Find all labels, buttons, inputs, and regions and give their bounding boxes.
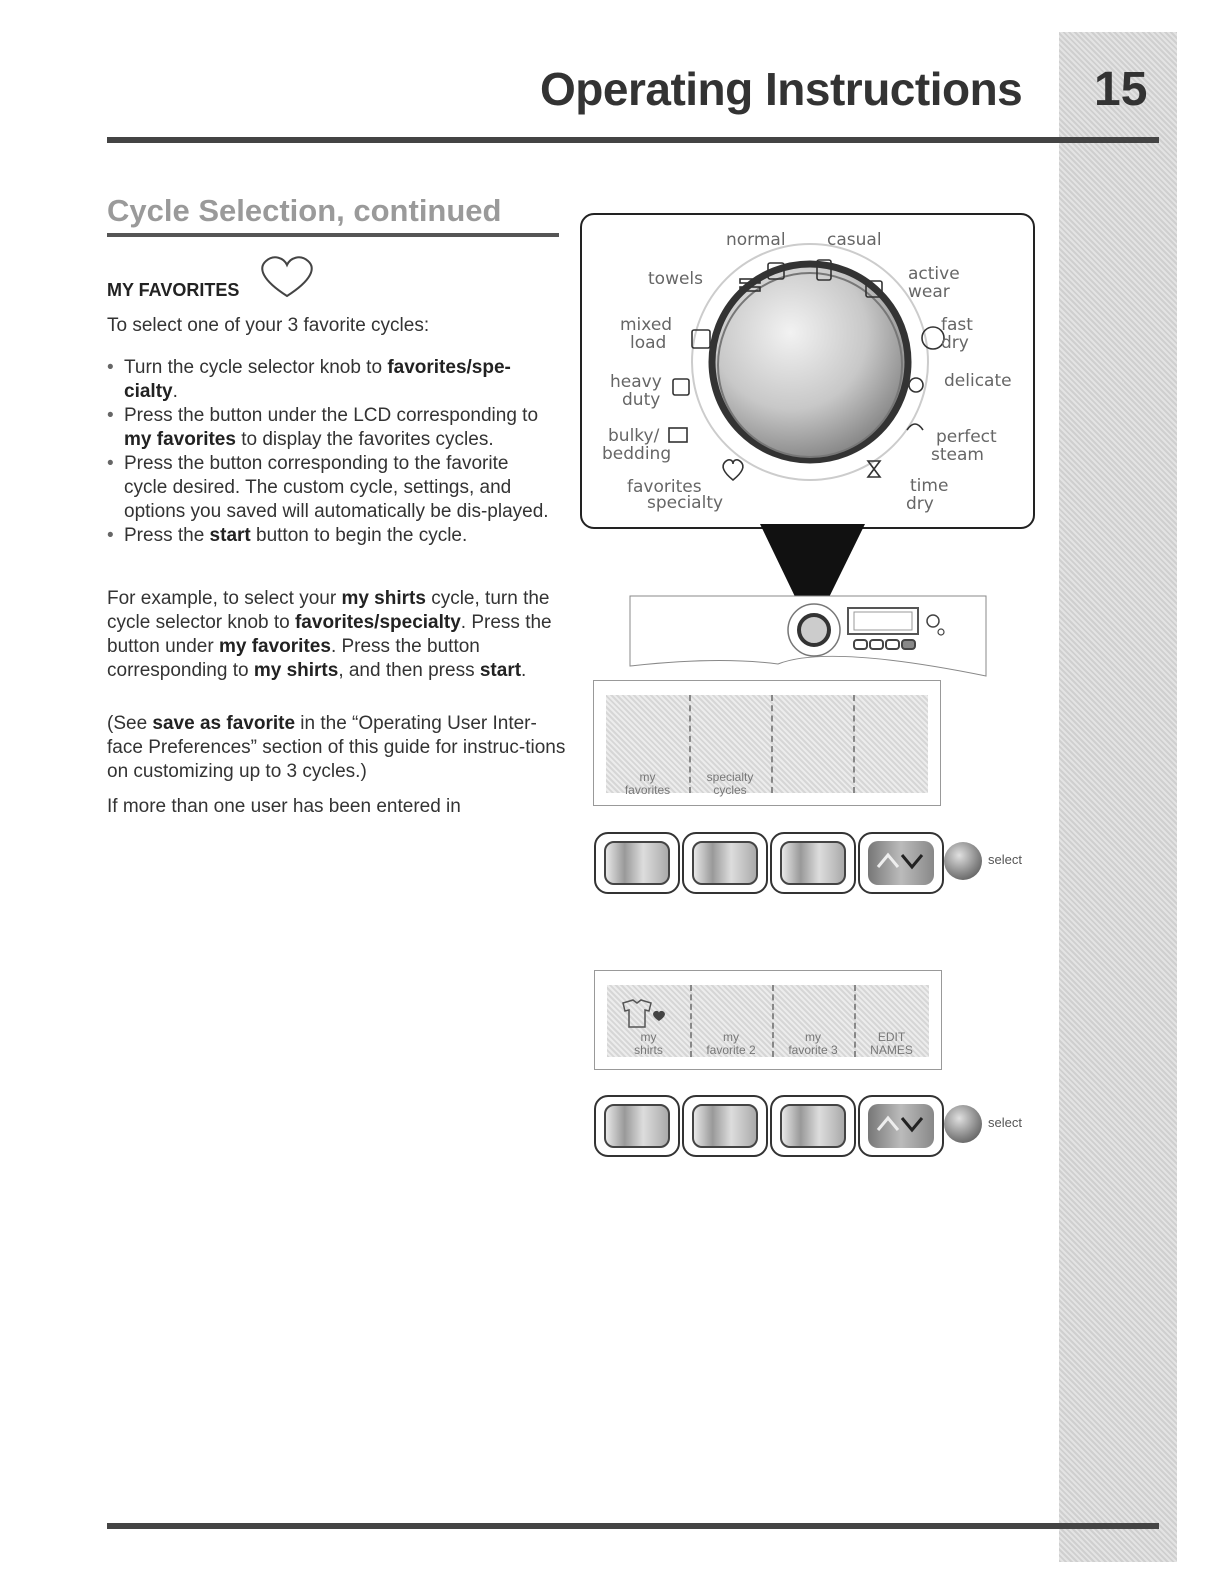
- lcd-button-row-1: [594, 832, 1034, 892]
- svg-text:towels: towels: [648, 269, 704, 289]
- lcd-button-2[interactable]: [682, 832, 768, 894]
- arrow-button[interactable]: [858, 1095, 944, 1157]
- svg-text:steam: steam: [931, 445, 984, 465]
- list-item: • Press the start button to begin the cycle.: [107, 524, 557, 548]
- bottom-rule: [107, 1523, 1159, 1529]
- arrow-button[interactable]: [858, 832, 944, 894]
- lcd-label-my-favorites: my favorites: [624, 770, 671, 797]
- select-knob[interactable]: [944, 1105, 982, 1143]
- lcd-label-my-favorite-3: my favorite 3: [788, 1030, 838, 1057]
- lcd-button-1[interactable]: [594, 1095, 680, 1157]
- lcd-button-3[interactable]: [770, 1095, 856, 1157]
- svg-text:heavy: heavy: [610, 372, 662, 392]
- delicate-icon: [909, 378, 923, 392]
- svg-text:favorites: favorites: [627, 477, 702, 497]
- select-label: select: [988, 852, 1022, 867]
- favorites-heart-icon: [723, 460, 743, 480]
- shirt-heart-icon: [619, 999, 665, 1029]
- section-rule: [107, 233, 559, 237]
- list-item: • Turn the cycle selector knob to favorites/spe-cialty.: [107, 356, 557, 404]
- lcd-display-main-menu: [593, 680, 941, 806]
- up-down-arrows-icon: [868, 841, 932, 881]
- up-down-arrows-icon: [868, 1104, 932, 1144]
- svg-text:dry: dry: [941, 333, 969, 353]
- hourglass-icon: [868, 461, 880, 477]
- lcd-button-2[interactable]: [682, 1095, 768, 1157]
- svg-text:casual: casual: [827, 230, 882, 250]
- page-title: Operating Instructions: [540, 63, 1023, 115]
- intro-text: To select one of your 3 favorite cycles:: [107, 315, 430, 336]
- svg-text:normal: normal: [726, 230, 786, 250]
- svg-text:specialty: specialty: [647, 493, 724, 513]
- svg-text:active: active: [908, 264, 960, 284]
- svg-text:dry: dry: [906, 494, 934, 514]
- bulky-bedding-icon: [669, 428, 687, 442]
- heart-outline-icon: [254, 254, 320, 300]
- svg-text:bedding: bedding: [602, 444, 672, 464]
- svg-text:duty: duty: [622, 390, 661, 410]
- page-sidebar-band: [1059, 32, 1177, 1562]
- see-note-paragraph: (See save as favorite in the “Operating User Inter-face Preferences” section of this guide for instruc-tions on customizing up to 3 cycles.): [107, 713, 566, 782]
- lcd-display-favorites: [594, 970, 942, 1070]
- dial-knob: [712, 264, 908, 460]
- top-rule: [107, 137, 1159, 143]
- my-favorites-heading: MY FAVORITES: [107, 280, 240, 300]
- lcd-label-my-shirts: my shirts: [634, 1030, 663, 1057]
- lcd-button-1[interactable]: [594, 832, 680, 894]
- page-number: 15: [1094, 63, 1148, 116]
- section-title: Cycle Selection, continued: [107, 193, 502, 228]
- more-users-paragraph: If more than one user has been entered in: [107, 796, 461, 817]
- list-item: • Press the button corresponding to the favorite cycle desired. The custom cycle, settings, and options you saved will automatically be dis-played.: [107, 452, 557, 524]
- select-knob[interactable]: [944, 842, 982, 880]
- svg-text:fast: fast: [941, 315, 973, 335]
- svg-text:perfect: perfect: [936, 427, 997, 447]
- svg-text:wear: wear: [908, 282, 950, 302]
- select-label: select: [988, 1115, 1022, 1130]
- steps-list: [107, 356, 557, 548]
- example-paragraph: For example, to select your my shirts cycle, turn the cycle selector knob to favorites/specialty. Press the button under my favorites. Press the button corresponding to my shirts, and then press start.: [107, 588, 552, 681]
- heavy-duty-icon: [673, 379, 689, 395]
- lcd-label-specialty-cycles: specialty cycles: [706, 770, 754, 797]
- svg-text:load: load: [630, 333, 667, 353]
- list-item: • Press the button under the LCD corresponding to my favorites to display the favorites cycles.: [107, 404, 557, 452]
- svg-text:mixed: mixed: [620, 315, 673, 335]
- control-panel-illustration: [628, 594, 990, 680]
- svg-text:delicate: delicate: [944, 371, 1012, 391]
- svg-text:time: time: [910, 476, 949, 496]
- lcd-label-edit-names: EDIT NAMES: [870, 1030, 913, 1057]
- lcd-button-row-2: [594, 1095, 1034, 1155]
- lcd-button-3[interactable]: [770, 832, 856, 894]
- cycle-selector-dial: [580, 213, 1032, 525]
- svg-text:bulky/: bulky/: [608, 426, 660, 446]
- lcd-label-my-favorite-2: my favorite 2: [706, 1030, 756, 1057]
